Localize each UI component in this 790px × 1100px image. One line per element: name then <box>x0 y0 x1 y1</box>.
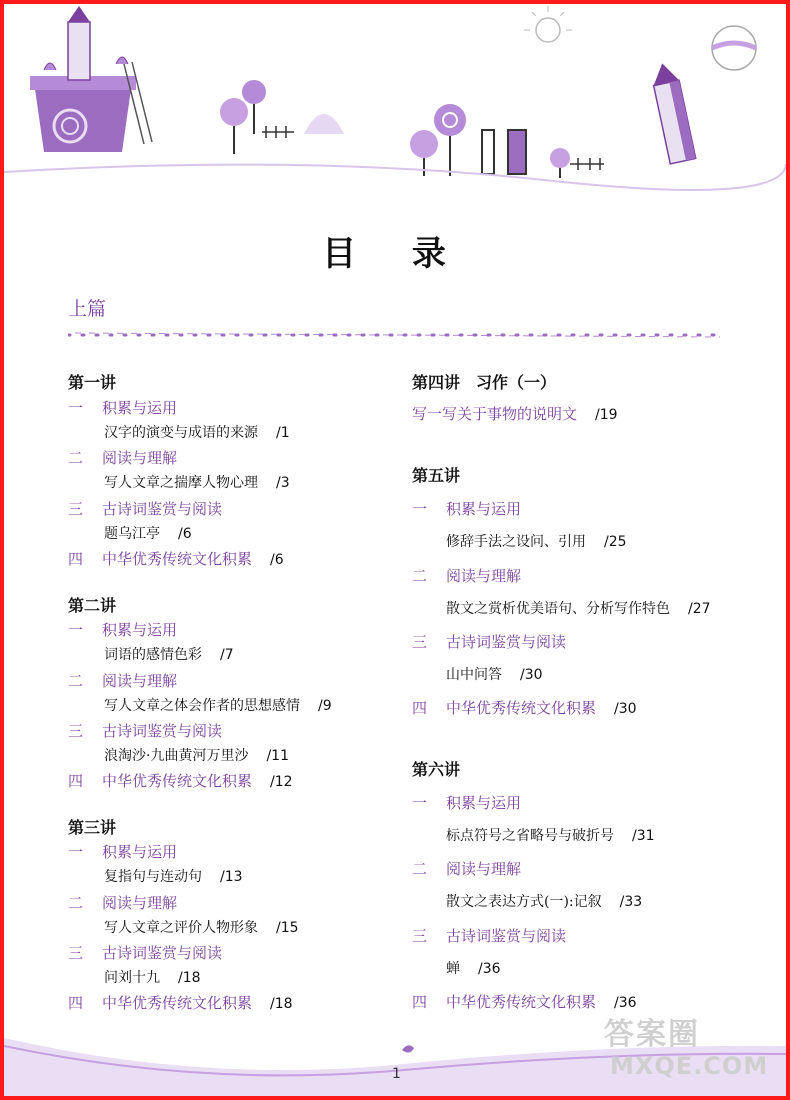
dotted-divider <box>68 329 724 341</box>
toc-category[interactable]: 四 中华优秀传统文化积累 /12 <box>68 772 293 790</box>
page-number: 1 <box>392 1066 401 1082</box>
toc-category[interactable]: 三 古诗词鉴赏与阅读 <box>68 722 223 740</box>
toc-entry[interactable]: 复指句与连动句 /13 <box>104 869 243 885</box>
sun-icon <box>536 18 560 42</box>
toc-category[interactable]: 二 阅读与理解 <box>68 894 178 912</box>
toc-category[interactable]: 二 阅读与理解 <box>68 672 178 690</box>
watermark: 答案圈 <box>604 1017 700 1052</box>
tree-icon <box>220 98 248 126</box>
tent-icon <box>304 114 344 134</box>
lecture-2-title[interactable]: 第二讲 <box>68 596 117 615</box>
toc-category[interactable]: 二 阅读与理解 <box>412 860 522 878</box>
pencil-icon <box>68 22 90 80</box>
lecture-5-title[interactable]: 第五讲 <box>412 466 461 485</box>
lecture-3-title[interactable]: 第三讲 <box>68 818 117 837</box>
toc-entry[interactable]: 写人文章之体会作者的思想感情 /9 <box>104 698 332 714</box>
pencil-right-icon <box>649 61 695 164</box>
toc-category[interactable]: 四 中华优秀传统文化积累 /6 <box>68 550 284 568</box>
toc-entry[interactable]: 散文之赏析优美语句、分析写作特色 /27 <box>446 601 711 617</box>
toc-entry[interactable]: 蝉 /36 <box>446 961 501 977</box>
toc-entry[interactable]: 标点符号之省略号与破折号 /31 <box>446 828 655 844</box>
section-label: 上篇 <box>68 298 107 320</box>
toc-entry[interactable]: 汉字的演变与成语的来源 /1 <box>104 425 290 441</box>
toc-entry[interactable]: 题乌江亭 /6 <box>104 526 192 542</box>
toc-entry[interactable]: 写人文章之揣摩人物心理 /3 <box>104 475 290 491</box>
toc-entry[interactable]: 散文之表达方式(一):记叙 /33 <box>446 894 643 910</box>
toc-entry[interactable]: 修辞手法之设问、引用 /25 <box>446 534 627 550</box>
toc-category[interactable]: 三 古诗词鉴赏与阅读 <box>68 944 223 962</box>
toc-entry[interactable]: 山中问答 /30 <box>446 667 543 683</box>
toc-category[interactable]: 一 积累与运用 <box>68 399 178 417</box>
watermark-url: MXQE.COM <box>610 1052 769 1080</box>
toc-entry[interactable]: 写人文章之评价人物形象 /15 <box>104 920 299 936</box>
toc-category[interactable]: 三 古诗词鉴赏与阅读 <box>412 927 567 945</box>
toc-category[interactable]: 四 中华优秀传统文化积累 /36 <box>412 993 637 1011</box>
page-title: 目 录 <box>322 234 468 274</box>
toc-category[interactable]: 四 中华优秀传统文化积累 /18 <box>68 994 293 1012</box>
toc-category[interactable]: 三 古诗词鉴赏与阅读 <box>68 500 223 518</box>
lecture-4-title[interactable]: 第四讲 习作（一） <box>412 373 557 392</box>
header-illustration <box>4 4 786 204</box>
toc-category[interactable]: 一 积累与运用 <box>68 843 178 861</box>
toc-category[interactable]: 四 中华优秀传统文化积累 /30 <box>412 699 637 717</box>
toc-entry[interactable]: 浪淘沙·九曲黄河万里沙 /11 <box>104 748 289 764</box>
lecture-1-title[interactable]: 第一讲 <box>68 373 117 392</box>
toc-category[interactable]: 二 阅读与理解 <box>412 567 522 585</box>
toc-category[interactable]: 写一写关于事物的说明文 /19 <box>412 405 618 423</box>
toc-category[interactable]: 二 阅读与理解 <box>68 449 178 467</box>
fence-icon <box>262 126 294 138</box>
lecture-6-title[interactable]: 第六讲 <box>412 760 461 779</box>
toc-category[interactable]: 一 积累与运用 <box>412 500 522 518</box>
toc-entry[interactable]: 问刘十九 /18 <box>104 970 201 986</box>
toc-category[interactable]: 一 积累与运用 <box>68 621 178 639</box>
leaf-icon <box>402 1045 414 1052</box>
toc-category[interactable]: 三 古诗词鉴赏与阅读 <box>412 633 567 651</box>
toc-entry[interactable]: 词语的感情色彩 /7 <box>104 647 234 663</box>
toc-category[interactable]: 一 积累与运用 <box>412 794 522 812</box>
